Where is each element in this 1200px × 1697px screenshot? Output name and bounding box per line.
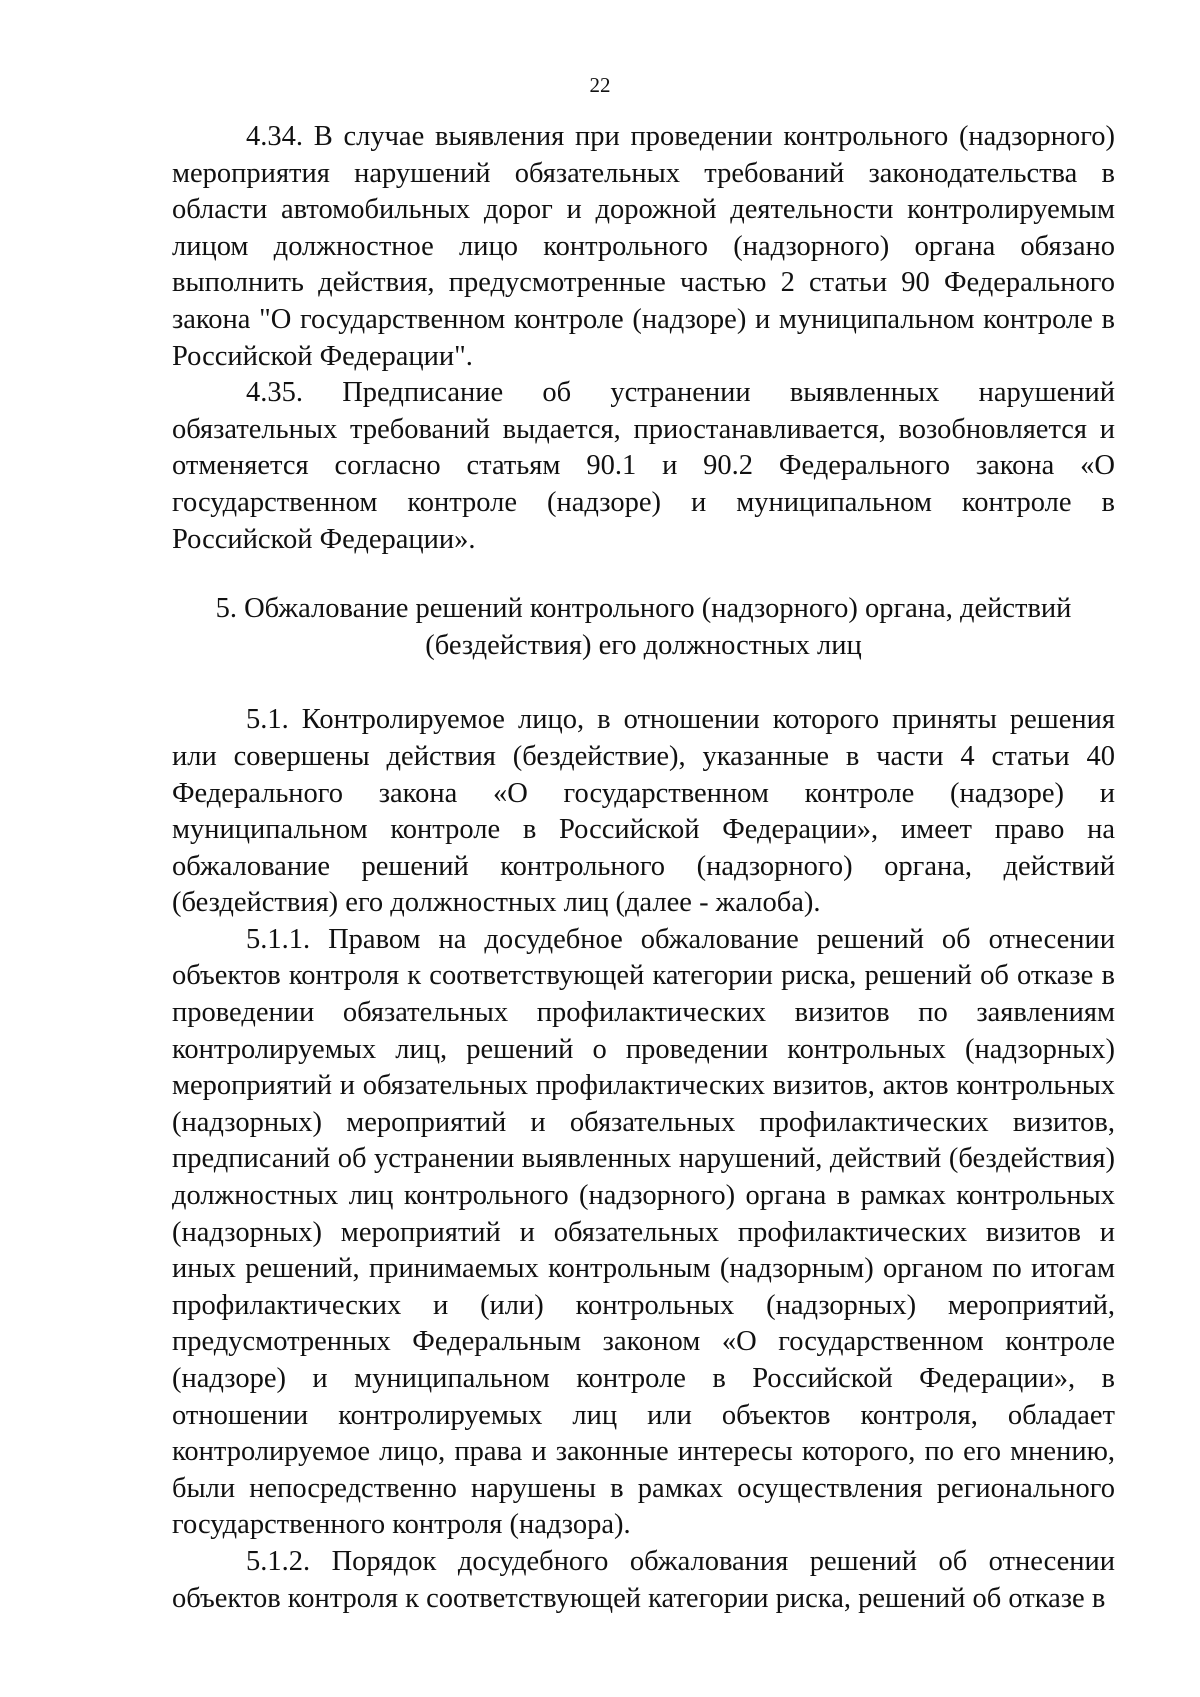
paragraph-4-35: 4.35. Предписание об устранении выявленных нарушений обязательных требований выдается, приостанавливается, возобновляется и отменяется согласно статьям 90.1 и 90.2 Федерального закона «О государственном контроле (надзоре) и муниципальном контроле в Российской Федерации».: [172, 377, 1115, 555]
paragraph-4-34: 4.34. В случае выявления при проведении контрольного (надзорного) мероприятия нарушений обязательных требований законодательства в области автомобильных дорог и дорожной деятельности контролируемым лицом должностное лицо контрольного (надзорного) органа обязано выполнить действия, предусмотренные частью 2 статьи 90 Федерального закона "О государственном контроле (надзоре) и муниципальном контроле в Российской Федерации".: [172, 121, 1115, 372]
page-number: 22: [589, 73, 611, 97]
document-body: [172, 119, 1115, 1617]
section-5-heading: [172, 591, 1115, 664]
paragraph-5-1: 5.1. Контролируемое лицо, в отношении которого приняты решения или совершены действия (бездействие), указанные в части 4 статьи 40 Федерального закона «О государственном контроле (надзоре) и муниципальном контроле в Российской Федерации», имеет право на обжалование решений контрольного (надзорного) органа, действий (бездействия) его должностных лиц (далее - жалоба).: [172, 704, 1115, 919]
paragraph-5-1-1: 5.1.1. Правом на досудебное обжалование решений об отнесении объектов контроля к соответствующей категории риска, решений об отказе в проведении обязательных профилактических визитов по заявлениям контролируемых лиц, решений о проведении контрольных (надзорных) мероприятий и обязательных профилактических визитов, актов контрольных (надзорных) мероприятий и обязательных профилактических визитов, предписаний об устранении выявленных нарушений, действий (бездействия) должностных лиц контрольного (надзорного) органа в рамках контрольных (надзорных) мероприятий и обязательных профилактических визитов и иных решений, принимаемых контрольным (надзорным) органом по итогам профилактических и (или) контрольных (надзорных) мероприятий, предусмотренных Федеральным законом «О государственном контроле (надзоре) и муниципальном контроле в Российской Федерации», в отношении контролируемых лиц или объектов контроля, обладает контролируемое лицо, права и законные интересы которого, по его мнению, были непосредственно нарушены в рамках осуществления регионального государственного контроля (надзора).: [172, 923, 1115, 1541]
section-heading-line-1: 5. Обжалование решений контрольного (надзорного) органа, действий: [215, 593, 1072, 625]
section-heading-line-2: (бездействия) его должностных лиц: [425, 629, 862, 661]
paragraph-5-1-2: 5.1.2. Порядок досудебного обжалования решений об отнесении объектов контроля к соответствующей категории риска, решений об отказе в: [172, 1545, 1115, 1614]
